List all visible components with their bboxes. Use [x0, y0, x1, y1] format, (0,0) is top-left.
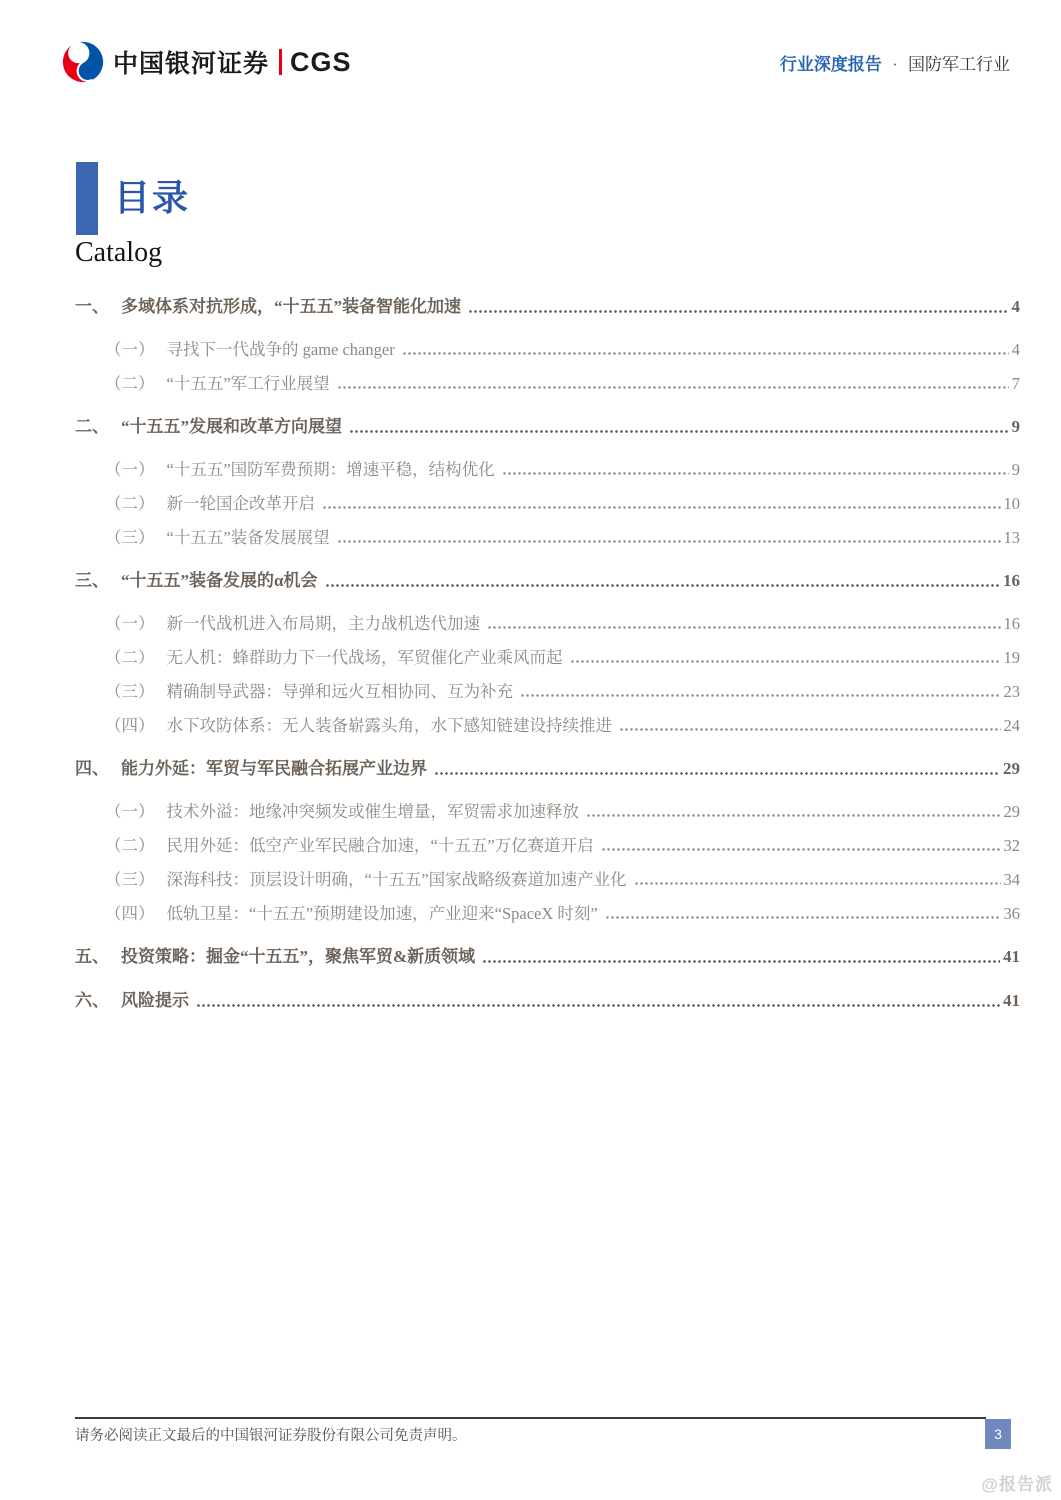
toc-entry-number: （四）: [105, 904, 155, 923]
toc-entry-number: 三、: [75, 571, 109, 590]
toc-entry-text: “十五五”装备发展的α机会: [121, 571, 318, 590]
logo-cn-text: 中国银河证券: [113, 50, 270, 78]
page-header: [62, 36, 1010, 88]
watermark: @报告派: [981, 1475, 1053, 1494]
toc-page-number: 19: [1003, 648, 1020, 667]
toc-entry[interactable]: [75, 835, 1020, 856]
toc-entry-number: （三）: [105, 528, 155, 547]
toc-accent-bar: [76, 162, 98, 235]
toc-entry-number: （二）: [105, 494, 155, 513]
toc-entry-text: 水下攻防体系：无人装备崭露头角，水下感知链建设持续推进: [166, 716, 612, 735]
toc-entry[interactable]: [75, 681, 1020, 702]
galaxy-swirl-icon: [62, 41, 104, 83]
toc-leader-dots: [402, 352, 1009, 355]
toc-entry-text: 投资策略：掘金“十五五”，聚焦军贸&新质领域: [121, 947, 476, 966]
toc-leader-dots: [434, 772, 1000, 775]
toc-entry[interactable]: [75, 946, 1020, 968]
toc-leader-dots: [196, 1004, 1000, 1007]
toc-page-number: 4: [1011, 340, 1020, 359]
header-right: [780, 50, 1010, 75]
logo-en-text: CGS: [290, 46, 352, 77]
toc-entry-text: 低轨卫星：“十五五”预期建设加速，产业迎来“SpaceX 时刻”: [166, 904, 598, 923]
toc-entry[interactable]: [75, 647, 1020, 668]
toc-page-number: 13: [1003, 528, 1020, 547]
toc-leader-dots: [468, 310, 1009, 313]
toc-entry[interactable]: [75, 990, 1020, 1012]
toc-entry-text: 新一轮国企改革开启: [166, 494, 315, 513]
toc-entry[interactable]: [75, 801, 1020, 822]
toc-page-number: 4: [1011, 297, 1020, 316]
toc-page-number: 41: [1003, 947, 1020, 966]
toc-page-number: 36: [1003, 904, 1020, 923]
toc-entry-text: 风险提示: [121, 991, 189, 1010]
toc-entry-number: （一）: [105, 614, 155, 633]
toc-leader-dots: [586, 814, 1001, 817]
report-type-label: 行业深度报告: [779, 54, 882, 74]
toc-entry-number: （一）: [105, 340, 155, 359]
toc-entry-number: （一）: [105, 460, 155, 479]
toc-leader-dots: [482, 960, 1000, 963]
toc-entry-number: （四）: [105, 716, 155, 735]
toc-entry-number: （三）: [105, 682, 155, 701]
toc-entry[interactable]: [75, 570, 1020, 592]
toc-entry-number: 一、: [75, 297, 109, 316]
toc-entry-number: （二）: [105, 374, 155, 393]
toc-entry-text: 深海科技：顶层设计明确，“十五五”国家战略级赛道加速产业化: [166, 870, 627, 889]
footer-rule: [75, 1417, 986, 1419]
toc-entry-number: （二）: [105, 836, 155, 855]
toc-entry-text: “十五五”国防军费预期：增速平稳，结构优化: [166, 460, 495, 479]
cgs-logo: [62, 41, 352, 83]
logo-divider: [279, 49, 282, 75]
toc-entry-text: 无人机：蜂群助力下一代战场，军贸催化产业乘风而起: [166, 648, 563, 667]
toc-leader-dots: [605, 916, 1001, 919]
toc-leader-dots: [349, 430, 1009, 433]
toc-entry[interactable]: [75, 613, 1020, 634]
toc-entry-number: （三）: [105, 870, 155, 889]
toc-entry[interactable]: [75, 296, 1020, 318]
table-of-contents: [75, 296, 1020, 1012]
toc-entry-number: （一）: [105, 802, 155, 821]
toc-entry-number: 六、: [75, 991, 109, 1010]
toc-entry-text: “十五五”军工行业展望: [166, 374, 330, 393]
toc-entry[interactable]: [75, 373, 1020, 394]
toc-leader-dots: [601, 848, 1001, 851]
toc-entry[interactable]: [75, 869, 1020, 890]
toc-entry-text: “十五五”装备发展展望: [166, 528, 330, 547]
toc-entry[interactable]: [75, 715, 1020, 736]
toc-leader-dots: [619, 728, 1001, 731]
toc-leader-dots: [322, 506, 1001, 509]
toc-entry[interactable]: [75, 493, 1020, 514]
header-separator-dot: ·: [892, 54, 898, 74]
toc-page-number: 29: [1003, 759, 1020, 778]
toc-entry[interactable]: [75, 903, 1020, 924]
toc-entry[interactable]: [75, 416, 1020, 438]
toc-entry[interactable]: [75, 758, 1020, 780]
toc-page-number: 32: [1003, 836, 1020, 855]
toc-leader-dots: [325, 584, 1001, 587]
toc-page-number: 10: [1003, 494, 1020, 513]
page-number-badge: 3: [985, 1419, 1011, 1449]
toc-leader-dots: [634, 882, 1001, 885]
toc-entry-number: 二、: [75, 417, 109, 436]
toc-page-number: 16: [1003, 614, 1020, 633]
toc-leader-dots: [337, 386, 1009, 389]
toc-entry-text: 新一代战机进入布局期，主力战机迭代加速: [166, 614, 480, 633]
toc-page-number: 16: [1003, 571, 1020, 590]
toc-entry-number: （二）: [105, 648, 155, 667]
industry-label: 国防军工行业: [908, 54, 1010, 74]
toc-entry-text: 能力外延：军贸与军民融合拓展产业边界: [121, 759, 427, 778]
toc-leader-dots: [502, 472, 1009, 475]
toc-page-number: 7: [1011, 374, 1020, 393]
toc-entry-number: 四、: [75, 759, 109, 778]
toc-entry[interactable]: [75, 527, 1020, 548]
toc-page-number: 9: [1011, 460, 1020, 479]
toc-page-number: 23: [1003, 682, 1020, 701]
toc-page-number: 29: [1003, 802, 1020, 821]
toc-entry-number: 五、: [75, 947, 109, 966]
toc-entry-text: 寻找下一代战争的 game changer: [166, 340, 395, 359]
toc-entry-text: 多域体系对抗形成，“十五五”装备智能化加速: [121, 297, 461, 316]
toc-entry[interactable]: [75, 339, 1020, 360]
toc-entry-text: “十五五”发展和改革方向展望: [121, 417, 342, 436]
toc-page-number: 24: [1003, 716, 1020, 735]
toc-entry-text: 民用外延：低空产业军民融合加速，“十五五”万亿赛道开启: [166, 836, 594, 855]
toc-page-number: 41: [1003, 991, 1020, 1010]
toc-title-cn: 目录: [114, 178, 191, 218]
toc-entry[interactable]: [75, 459, 1020, 480]
toc-page-number: 34: [1003, 870, 1020, 889]
toc-leader-dots: [337, 540, 1001, 543]
toc-leader-dots: [520, 694, 1001, 697]
toc-leader-dots: [570, 660, 1001, 663]
toc-entry-text: 精确制导武器：导弹和远火互相协同、互为补充: [166, 682, 513, 701]
toc-title-en: Catalog: [75, 237, 163, 268]
disclaimer-text: 请务必阅读正文最后的中国银河证券股份有限公司免责声明。: [75, 1428, 467, 1444]
toc-entry-text: 技术外溢：地缘冲突频发或催生增量，军贸需求加速释放: [166, 802, 579, 821]
toc-leader-dots: [487, 626, 1001, 629]
toc-page-number: 9: [1011, 417, 1020, 436]
